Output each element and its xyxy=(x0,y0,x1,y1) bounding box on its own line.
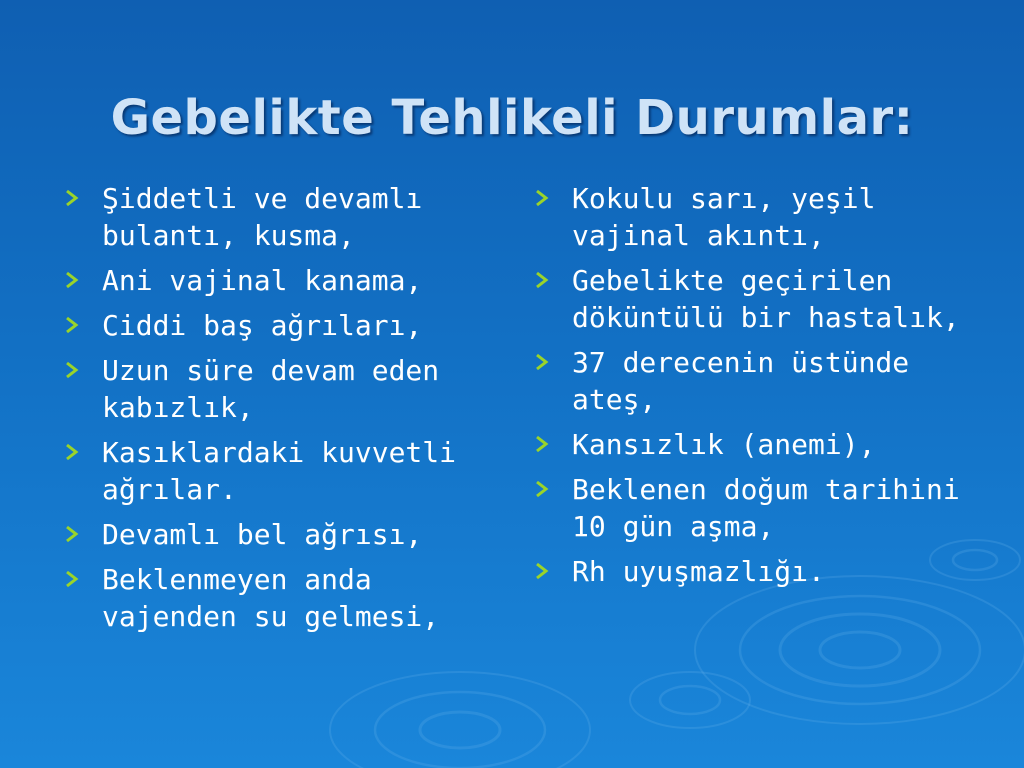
chevron-arrow-right-icon xyxy=(532,560,554,582)
bullet-text-line: Devamlı bel ağrısı, xyxy=(102,518,423,551)
bullet-item xyxy=(532,553,992,590)
bullet-text-line: döküntülü bir hastalık, xyxy=(572,301,960,334)
chevron-arrow-right-icon xyxy=(532,187,554,209)
bullet-text-line: kabızlık, xyxy=(102,391,254,424)
bullet-text-line: Kansızlık (anemi), xyxy=(572,428,876,461)
chevron-arrow-right-icon xyxy=(532,433,554,455)
bullet-text-line: Uzun süre devam eden xyxy=(102,354,440,387)
bullet-item xyxy=(62,561,482,635)
bullet-text-line: ağrılar. xyxy=(102,473,237,506)
bullet-text-line: Ciddi baş ağrıları, xyxy=(102,309,423,342)
bullet-text-line: Kasıklardaki kuvvetli xyxy=(102,436,457,469)
bullet-item xyxy=(62,434,482,508)
bullet-text-line: 37 derecenin üstünde xyxy=(572,346,910,379)
chevron-arrow-right-icon xyxy=(62,314,84,336)
bullet-text-line: Beklenen doğum tarihini xyxy=(572,473,960,506)
left-bullet-list xyxy=(62,180,482,643)
chevron-arrow-right-icon xyxy=(532,269,554,291)
bullet-item xyxy=(62,262,482,299)
chevron-arrow-right-icon xyxy=(62,568,84,590)
bullet-text-line: Ani vajinal kanama, xyxy=(102,264,423,297)
right-bullet-list xyxy=(532,180,992,598)
bullet-item xyxy=(62,180,482,254)
bullet-text-line: Kokulu sarı, yeşil xyxy=(572,182,876,215)
bullet-text-line: 10 gün aşma, xyxy=(572,510,775,543)
slide-title: Gebelikte Tehlikeli Durumlar: xyxy=(110,90,914,147)
bullet-item xyxy=(532,344,992,418)
bullet-item xyxy=(62,307,482,344)
bullet-text-line: Rh uyuşmazlığı. xyxy=(572,555,825,588)
chevron-arrow-right-icon xyxy=(62,359,84,381)
bullet-text-line: Gebelikte geçirilen xyxy=(572,264,893,297)
chevron-arrow-right-icon xyxy=(532,351,554,373)
bullet-item xyxy=(532,180,992,254)
bullet-text-line: Şiddetli ve devamlı xyxy=(102,182,423,215)
bullet-item xyxy=(62,516,482,553)
bullet-text-line: ateş, xyxy=(572,383,657,416)
bullet-text-line: vajenden su gelmesi, xyxy=(102,600,440,633)
bullet-text-line: bulantı, kusma, xyxy=(102,219,355,252)
chevron-arrow-right-icon xyxy=(62,523,84,545)
chevron-arrow-right-icon xyxy=(62,269,84,291)
chevron-arrow-right-icon xyxy=(532,478,554,500)
chevron-arrow-right-icon xyxy=(62,441,84,463)
chevron-arrow-right-icon xyxy=(62,187,84,209)
bullet-item xyxy=(532,426,992,463)
bullet-item xyxy=(532,262,992,336)
bullet-item xyxy=(532,471,992,545)
bullet-text-line: vajinal akıntı, xyxy=(572,219,825,252)
bullet-item xyxy=(62,352,482,426)
bullet-text-line: Beklenmeyen anda xyxy=(102,563,372,596)
